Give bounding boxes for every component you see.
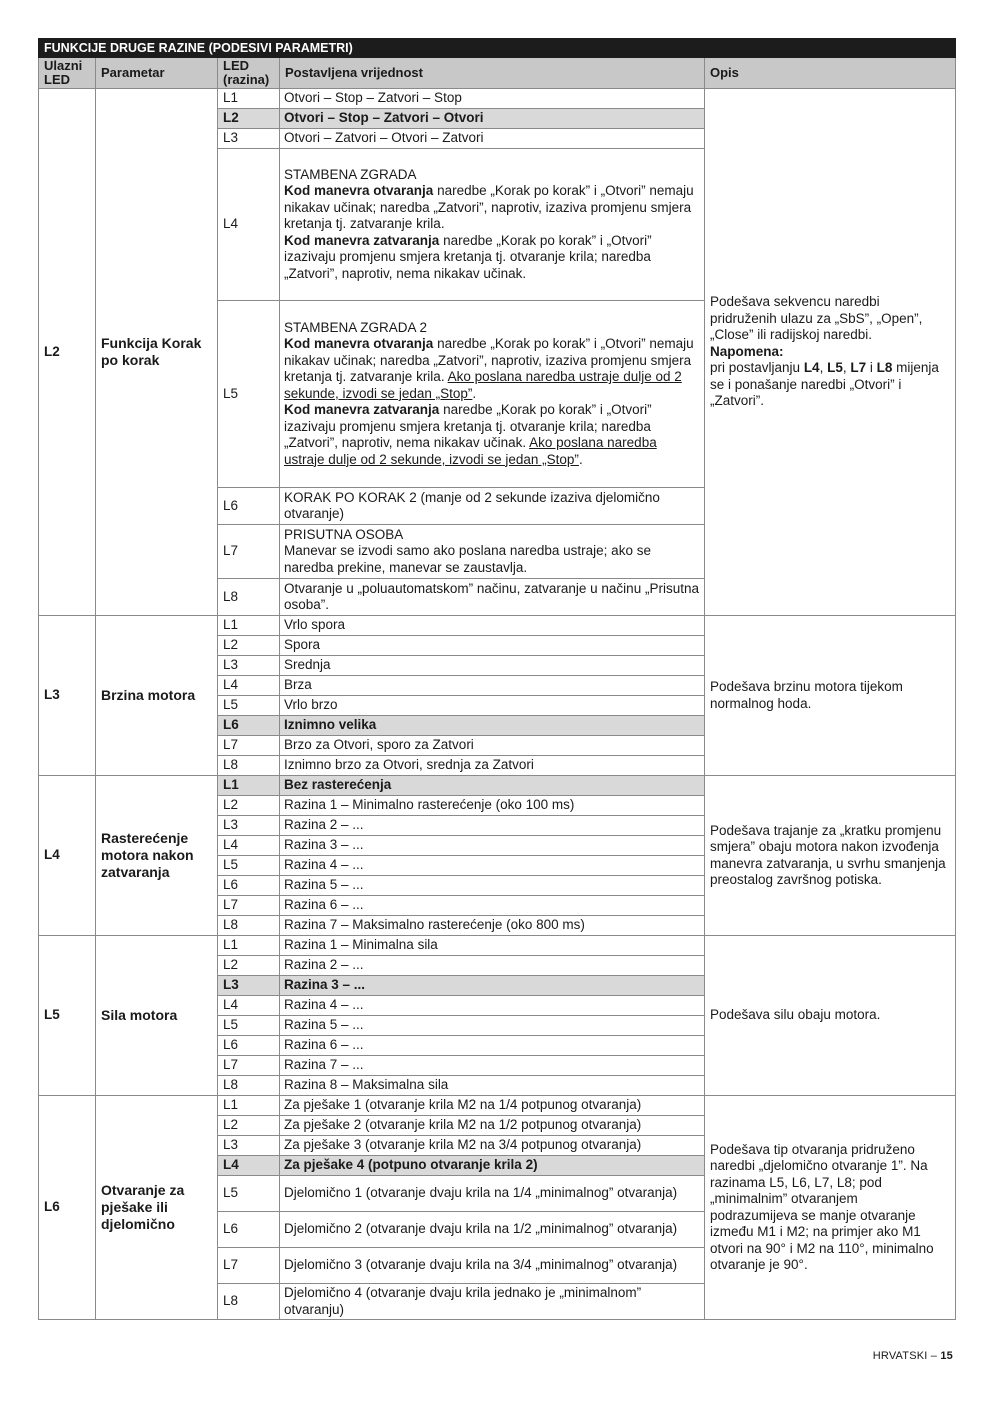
table-header-row	[39, 58, 956, 89]
level-code: L1	[218, 1096, 280, 1116]
group-motor-release	[39, 776, 956, 936]
level-value: Vrlo spora	[280, 616, 705, 636]
level-value: Razina 6 – ...	[280, 1036, 705, 1056]
level-code: L8	[218, 579, 280, 616]
level-code: L8	[218, 1284, 280, 1320]
level-code: L7	[218, 896, 280, 916]
level-code: L3	[218, 976, 280, 996]
level-code: L1	[218, 616, 280, 636]
header-led-level: LED (razina)	[218, 58, 280, 89]
level-code: L7	[218, 1056, 280, 1076]
level-value: Razina 3 – ...	[280, 976, 705, 996]
level-code: L6	[218, 1212, 280, 1248]
level-value: Razina 2 – ...	[280, 816, 705, 836]
level-value: Razina 8 – Maksimalna sila	[280, 1076, 705, 1096]
level-value: Razina 5 – ...	[280, 876, 705, 896]
level-code: L3	[218, 656, 280, 676]
level-value: Za pješake 3 (otvaranje krila M2 na 3/4 potpunog otvaranja)	[280, 1136, 705, 1156]
page-footer	[873, 1350, 953, 1362]
parameter-description: Podešava trajanje za „kratku promjenu smjera” obaju motora nakon izvođenja manevra zatvaranja, u svrhu smanjenja preostalog završnog potiska.	[705, 776, 956, 936]
level-value: Razina 2 – ...	[280, 956, 705, 976]
level-value: Razina 4 – ...	[280, 856, 705, 876]
parameter-name: Rasterećenje motora nakon zatvaranja	[96, 776, 218, 936]
level-value: Otvori – Stop – Zatvori – Otvori	[280, 109, 705, 129]
level-value: Za pješake 1 (otvaranje krila M2 na 1/4 potpunog otvaranja)	[280, 1096, 705, 1116]
input-led: L2	[39, 89, 96, 616]
level-code: L1	[218, 936, 280, 956]
level-value: Razina 1 – Minimalno rasterećenje (oko 100 ms)	[280, 796, 705, 816]
level-value: Za pješake 2 (otvaranje krila M2 na 1/2 potpunog otvaranja)	[280, 1116, 705, 1136]
group-pedestrian-opening	[39, 1096, 956, 1320]
level-code: L6	[218, 716, 280, 736]
level-code: L5	[218, 1176, 280, 1212]
level-value: PRISUTNA OSOBA Manevar se izvodi samo ako poslana naredba ustraje; ako se naredba prekine, manevar se zaustavlja.	[280, 525, 705, 579]
level-value: Bez rasterećenja	[280, 776, 705, 796]
level-code: L8	[218, 916, 280, 936]
level-value: KORAK PO KORAK 2 (manje od 2 sekunde izaziva djelomično otvaranje)	[280, 488, 705, 525]
header-input-led: Ulazni LED	[39, 58, 96, 89]
table-title-row	[39, 39, 956, 58]
parameter-description: Podešava tip otvaranja pridruženo naredbi „djelomično otvaranje 1”. Na razinama L5, L6, L7, L8; pod „minimalnim” otvaranjem podrazumijeva se manje otvaranje između M1 i M2; na primjer ako M1 otvori na 90° i M2 na 110°, minimalno otvaranje je 90°.	[705, 1096, 956, 1320]
table-row	[39, 89, 956, 109]
level-code: L4	[218, 996, 280, 1016]
level-code: L5	[218, 1016, 280, 1036]
level-value: Za pješake 4 (potpuno otvaranje krila 2)	[280, 1156, 705, 1176]
level-code: L5	[218, 301, 280, 488]
level-code: L4	[218, 1156, 280, 1176]
level-value: Razina 1 – Minimalna sila	[280, 936, 705, 956]
level-value: Otvori – Zatvori – Otvori – Zatvori	[280, 129, 705, 149]
level-code: L2	[218, 796, 280, 816]
table-row	[39, 1096, 956, 1116]
header-parameter: Parametar	[96, 58, 218, 89]
level-code: L3	[218, 1136, 280, 1156]
input-led: L3	[39, 616, 96, 776]
level-code: L3	[218, 129, 280, 149]
input-led: L4	[39, 776, 96, 936]
level-code: L4	[218, 676, 280, 696]
level-value: Otvori – Stop – Zatvori – Stop	[280, 89, 705, 109]
parameter-name: Brzina motora	[96, 616, 218, 776]
input-led: L6	[39, 1096, 96, 1320]
level-value: Razina 4 – ...	[280, 996, 705, 1016]
level-code: L2	[218, 109, 280, 129]
parameter-name: Otvaranje za pješake ili djelomično	[96, 1096, 218, 1320]
parameter-description: Podešava silu obaju motora.	[705, 936, 956, 1096]
level-value: STAMBENA ZGRADA Kod manevra otvaranja naredbe „Korak po korak” i „Otvori” nemaju nikakav učinak; naredba „Zatvori”, naprotiv, izaziva promjenu smjera kretanja tj. zatvaranje krila. Kod manevra zatvaranja naredbe „Korak po korak” i „Otvori” izazivaju promjenu smjera kretanja tj. otvaranje krila; naredba „Zatvori”, naprotiv, nema nikakav učinak.	[280, 149, 705, 301]
group-motor-force	[39, 936, 956, 1096]
level-value: Brza	[280, 676, 705, 696]
level-value: Razina 7 – ...	[280, 1056, 705, 1076]
page-number: 15	[940, 1350, 953, 1362]
level-code: L2	[218, 636, 280, 656]
level-value: Djelomično 4 (otvaranje dvaju krila jednako je „minimalnom” otvaranju)	[280, 1284, 705, 1320]
level-value: Srednja	[280, 656, 705, 676]
group-motor-speed	[39, 616, 956, 776]
level-code: L7	[218, 1248, 280, 1284]
header-description: Opis	[705, 58, 956, 89]
level-code: L2	[218, 956, 280, 976]
level-value: Razina 5 – ...	[280, 1016, 705, 1036]
level-code: L5	[218, 696, 280, 716]
parameter-name: Funkcija Korak po korak	[96, 89, 218, 616]
level-code: L8	[218, 1076, 280, 1096]
level-value: Djelomično 2 (otvaranje dvaju krila na 1/2 „minimalnog” otvaranja)	[280, 1212, 705, 1248]
level-code: L7	[218, 525, 280, 579]
level-code: L3	[218, 816, 280, 836]
level-value: Brzo za Otvori, sporo za Zatvori	[280, 736, 705, 756]
input-led: L5	[39, 936, 96, 1096]
level-code: L1	[218, 776, 280, 796]
level-code: L1	[218, 89, 280, 109]
level-value: Djelomično 3 (otvaranje dvaju krila na 3/4 „minimalnog” otvaranja)	[280, 1248, 705, 1284]
level-value: Iznimno brzo za Otvori, srednja za Zatvori	[280, 756, 705, 776]
parameter-description: Podešava sekvencu naredbi pridruženih ulazu za „SbS”, „Open”, „Close” ili radijskoj naredbi. Napomena: pri postavljanju L4, L5, L7 i L8 mijenja se i ponašanje naredbi „Otvori” i „Zatvori”.	[705, 89, 956, 616]
level-code: L6	[218, 876, 280, 896]
level-code: L2	[218, 1116, 280, 1136]
table-title: FUNKCIJE DRUGE RAZINE (PODESIVI PARAMETRI)	[39, 39, 956, 58]
level-value: Razina 7 – Maksimalno rasterećenje (oko 800 ms)	[280, 916, 705, 936]
level-value: Otvaranje u „poluautomatskom” načinu, zatvaranje u načinu „Prisutna osoba”.	[280, 579, 705, 616]
level-value: Razina 6 – ...	[280, 896, 705, 916]
level-code: L7	[218, 736, 280, 756]
parameter-description: Podešava brzinu motora tijekom normalnog hoda.	[705, 616, 956, 776]
parameters-table	[38, 38, 956, 1320]
level-value: STAMBENA ZGRADA 2 Kod manevra otvaranja naredbe „Korak po korak” i „Otvori” nemaju nikakav učinak; naredba „Zatvori”, naprotiv, izaziva promjenu smjera kretanja tj. zatvaranje krila. Ako poslana naredba ustraje dulje od 2 sekunde, izvodi se jedan „Stop”. Kod manevra zatvaranja naredbe „Korak po korak” i „Otvori” izazivaju promjenu smjera kretanja tj. otvaranje krila; naredba „Zatvori”, naprotiv, nema nikakav učinak. Ako poslana naredba ustraje dulje od 2 sekunde, izvodi se jedan „Stop”.	[280, 301, 705, 488]
table-row-selected	[39, 776, 956, 796]
level-value: Razina 3 – ...	[280, 836, 705, 856]
level-value: Djelomično 1 (otvaranje dvaju krila na 1/4 „minimalnog” otvaranja)	[280, 1176, 705, 1212]
header-set-value: Postavljena vrijednost	[280, 58, 705, 89]
table-row	[39, 616, 956, 636]
level-code: L6	[218, 1036, 280, 1056]
level-code: L8	[218, 756, 280, 776]
level-code: L4	[218, 149, 280, 301]
footer-language: HRVATSKI –	[872, 1350, 941, 1362]
level-value: Spora	[280, 636, 705, 656]
level-code: L4	[218, 836, 280, 856]
parameter-name: Sila motora	[96, 936, 218, 1096]
level-code: L5	[218, 856, 280, 876]
level-code: L6	[218, 488, 280, 525]
level-value: Vrlo brzo	[280, 696, 705, 716]
level-value: Iznimno velika	[280, 716, 705, 736]
table-row	[39, 936, 956, 956]
